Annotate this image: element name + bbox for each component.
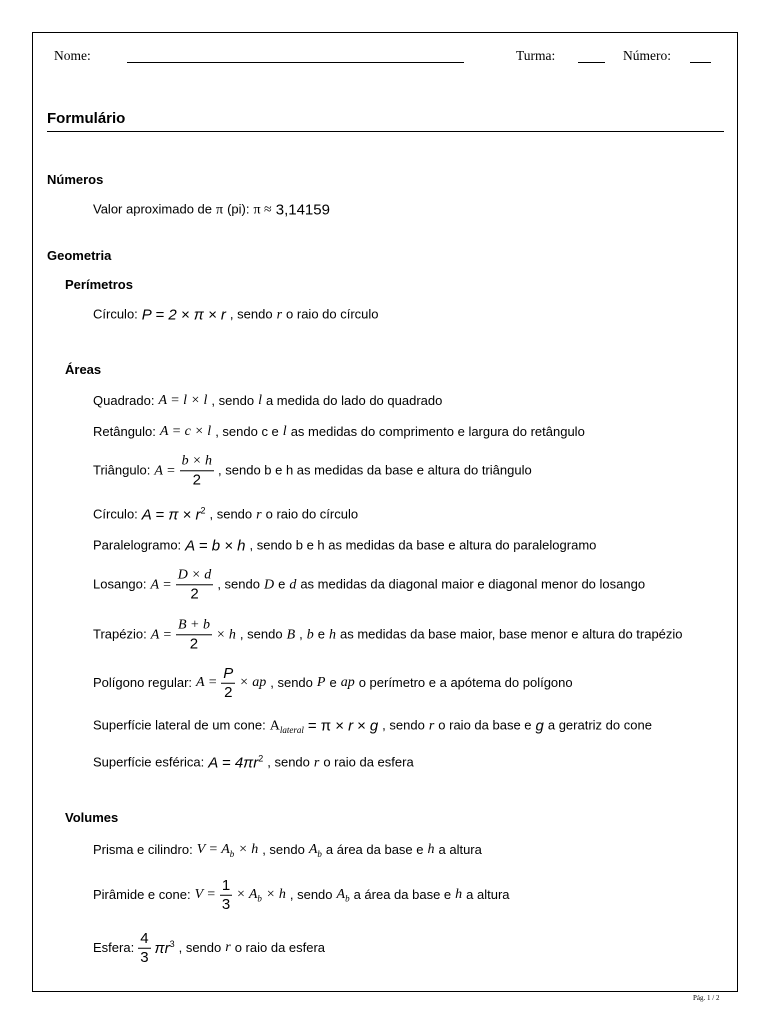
math-italic-term: V = bbox=[194, 886, 216, 902]
math-italic-term: b bbox=[306, 626, 314, 642]
line-text: , sendo bbox=[270, 674, 313, 690]
line-text: Quadrado: bbox=[93, 392, 155, 408]
formula-token bbox=[354, 888, 452, 903]
math-italic-term: V = A bbox=[196, 841, 230, 857]
fraction-denominator bbox=[191, 471, 203, 488]
math-italic-term: r bbox=[256, 506, 262, 522]
formula-token bbox=[93, 676, 192, 691]
formula-token bbox=[178, 568, 212, 583]
formula-token bbox=[289, 577, 296, 593]
formula-token bbox=[193, 472, 201, 488]
formula-token bbox=[223, 666, 233, 682]
formula-token bbox=[142, 306, 226, 323]
math-variable: P = 2 × π × r bbox=[141, 306, 226, 324]
formula-token bbox=[140, 931, 148, 947]
formula-token bbox=[93, 308, 138, 323]
math-term: 2 bbox=[224, 683, 233, 701]
formula-token bbox=[93, 756, 204, 771]
formula-token bbox=[309, 842, 322, 858]
math-variable: A = π × r bbox=[141, 506, 201, 524]
math-italic-term: A = bbox=[150, 626, 172, 642]
formula-token bbox=[222, 878, 230, 894]
formula-token bbox=[318, 628, 325, 643]
formula-token bbox=[155, 939, 175, 956]
formula-token bbox=[158, 393, 207, 409]
fraction-numerator bbox=[221, 666, 235, 684]
formula-token bbox=[151, 577, 172, 593]
math-italic-term: h bbox=[329, 626, 336, 642]
subscript: lateral bbox=[279, 724, 304, 735]
formula-token bbox=[218, 464, 532, 479]
subscript: b bbox=[345, 893, 350, 904]
page-title: Formulário bbox=[47, 110, 126, 127]
formula-token bbox=[466, 888, 509, 903]
math-italic-term: B bbox=[286, 626, 296, 642]
math-variable: g bbox=[535, 717, 544, 735]
formula-token bbox=[236, 887, 262, 903]
formula-token bbox=[93, 394, 154, 409]
formula-token bbox=[382, 719, 425, 734]
line-text: Paralelogramo: bbox=[93, 537, 182, 553]
formula-token bbox=[429, 718, 434, 734]
area-regular-polygon-formula bbox=[93, 666, 573, 701]
formula-token bbox=[210, 508, 253, 523]
formula-token bbox=[329, 627, 336, 643]
formula-token bbox=[93, 719, 266, 734]
formula-token bbox=[290, 888, 333, 903]
formula-token bbox=[266, 887, 286, 903]
formula-token bbox=[216, 202, 223, 218]
formula-token bbox=[262, 843, 305, 858]
formula-token bbox=[208, 754, 263, 771]
line-text: Círculo: bbox=[93, 306, 138, 322]
formula-token bbox=[300, 578, 645, 593]
number-blank-line bbox=[690, 62, 711, 63]
math-variable: r bbox=[348, 717, 354, 735]
line-text: as medidas da diagonal maior e diagonal menor do losango bbox=[300, 576, 646, 592]
fraction bbox=[176, 568, 214, 601]
math-italic-term: A = l × l bbox=[158, 392, 208, 408]
perimeter-circle-formula bbox=[93, 306, 379, 323]
formula-token bbox=[276, 201, 330, 218]
formula-token bbox=[277, 307, 282, 323]
subscript: b bbox=[229, 848, 235, 859]
line-text: , sendo bbox=[209, 506, 253, 522]
formula-token bbox=[93, 508, 138, 523]
math-term: × bbox=[357, 717, 366, 735]
line-text: o raio do círculo bbox=[265, 506, 359, 522]
fraction-denominator bbox=[220, 896, 232, 913]
subsection-heading-areas: Áreas bbox=[65, 362, 102, 378]
formula-token bbox=[323, 756, 413, 771]
line-text: Triângulo: bbox=[93, 462, 151, 478]
formula-token bbox=[258, 393, 262, 409]
formula-token bbox=[217, 578, 260, 593]
math-italic-term: × h bbox=[215, 626, 236, 642]
area-rhombus-formula bbox=[93, 568, 645, 601]
line-text: , sendo bbox=[229, 306, 273, 322]
formula-token bbox=[270, 718, 304, 734]
name-blank-line bbox=[127, 62, 464, 63]
formula-token bbox=[329, 676, 336, 691]
formula-token bbox=[93, 888, 191, 903]
math-italic-term: A bbox=[308, 841, 318, 857]
line-text: a medida do lado do quadrado bbox=[265, 392, 443, 408]
line-text: , sendo b e h as medidas da base e altura do paralelogramo bbox=[249, 537, 597, 553]
math-symbol: π bbox=[216, 201, 224, 217]
formula-token bbox=[307, 627, 314, 643]
math-italic-term: r bbox=[225, 939, 231, 955]
line-text: Esfera: bbox=[93, 939, 135, 955]
area-square-formula bbox=[93, 393, 442, 409]
area-rectangle-formula bbox=[93, 424, 585, 440]
formula-token bbox=[439, 843, 482, 858]
math-term: 3 bbox=[140, 948, 149, 966]
formula-token bbox=[197, 842, 235, 858]
formula-token bbox=[266, 508, 359, 523]
formula-token bbox=[182, 454, 212, 469]
math-symbol: π ≈ bbox=[253, 201, 272, 217]
formula-token bbox=[249, 539, 596, 554]
line-text: , sendo b e h as medidas da base e altura do triângulo bbox=[218, 462, 532, 478]
formula-token bbox=[438, 719, 531, 734]
line-text: , sendo bbox=[217, 576, 260, 592]
formula-token bbox=[227, 203, 249, 218]
math-term: 2 bbox=[190, 584, 199, 602]
formula-token bbox=[287, 627, 296, 643]
math-variable: A = b × h bbox=[185, 537, 246, 555]
formula-token bbox=[93, 425, 156, 440]
subsection-heading-volumes: Volumes bbox=[65, 810, 119, 826]
math-italic-term: P bbox=[316, 674, 326, 690]
formula-token bbox=[93, 843, 193, 858]
line-text: a altura bbox=[438, 841, 482, 857]
math-term: 1 bbox=[221, 876, 231, 894]
formula-token bbox=[270, 676, 313, 691]
subscript: b bbox=[317, 848, 322, 859]
fraction-denominator bbox=[222, 684, 234, 701]
formula-token bbox=[359, 676, 573, 691]
line-text: Superfície lateral de um cone: bbox=[93, 717, 266, 733]
line-text: Superfície esférica: bbox=[93, 754, 205, 770]
math-italic-term: h bbox=[427, 841, 435, 857]
line-text: , sendo bbox=[211, 392, 255, 408]
formula-token bbox=[240, 628, 283, 643]
formula-token bbox=[348, 717, 353, 734]
formula-token bbox=[253, 202, 271, 218]
formula-token bbox=[239, 675, 266, 691]
formula-token bbox=[93, 941, 134, 956]
line-text: , sendo bbox=[289, 886, 333, 902]
math-symbol: A bbox=[269, 717, 280, 733]
subsection-heading-perimeters: Perímetros bbox=[65, 277, 133, 293]
formula-token bbox=[235, 941, 325, 956]
formula-token bbox=[179, 941, 222, 956]
line-text: Polígono regular: bbox=[93, 674, 193, 690]
formula-token bbox=[142, 506, 206, 523]
math-variable: P bbox=[223, 664, 234, 682]
line-text: , sendo bbox=[382, 717, 425, 733]
line-text: e bbox=[329, 674, 337, 690]
math-variable: A = 4πr bbox=[208, 754, 259, 772]
math-italic-term: A = bbox=[154, 462, 176, 478]
line-text: a área da base e bbox=[353, 886, 452, 902]
math-italic-term: r bbox=[313, 754, 320, 770]
line-text: o raio da esfera bbox=[234, 939, 326, 955]
line-text: (pi): bbox=[227, 201, 250, 217]
formula-token bbox=[215, 425, 279, 440]
math-variable: πr bbox=[154, 939, 170, 957]
math-italic-term: × h bbox=[238, 841, 259, 857]
math-italic-term: × h bbox=[265, 886, 286, 902]
math-italic-term: A = c × l bbox=[159, 423, 212, 439]
pi-approximation-line bbox=[93, 201, 330, 218]
formula-token bbox=[190, 636, 198, 652]
formula-token bbox=[357, 717, 366, 734]
formula-token bbox=[317, 675, 326, 691]
math-italic-term: × A bbox=[236, 886, 258, 902]
formula-token bbox=[154, 463, 175, 479]
fraction-denominator bbox=[138, 949, 150, 966]
formula-token bbox=[308, 717, 344, 734]
formula-token bbox=[93, 578, 147, 593]
formula-token bbox=[151, 627, 172, 643]
formula-token bbox=[222, 897, 230, 913]
name-label: Nome: bbox=[54, 47, 91, 63]
math-term: 4 bbox=[140, 929, 149, 947]
section-heading-numbers: Números bbox=[47, 172, 104, 188]
line-text: , bbox=[299, 626, 303, 642]
line-text: a geratriz do cone bbox=[547, 717, 652, 733]
line-text: , sendo bbox=[178, 939, 222, 955]
math-term: 3 bbox=[221, 895, 231, 913]
line-text: e bbox=[317, 626, 325, 642]
formula-token bbox=[548, 719, 652, 734]
formula-token bbox=[93, 539, 181, 554]
math-italic-term: r bbox=[428, 717, 435, 733]
math-italic-term: B + b bbox=[177, 617, 210, 633]
formula-token bbox=[286, 308, 379, 323]
math-italic-term: l bbox=[282, 423, 287, 439]
math-term: = π × bbox=[307, 717, 345, 735]
math-variable: g bbox=[369, 717, 379, 735]
line-text: Prisma e cilindro: bbox=[93, 841, 193, 857]
section-heading-geometry: Geometria bbox=[47, 248, 112, 264]
spherical-surface-formula bbox=[93, 754, 414, 771]
line-text: Valor aproximado de bbox=[93, 201, 212, 217]
formula-token bbox=[256, 507, 261, 523]
formula-token bbox=[225, 940, 230, 956]
math-italic-term: A = bbox=[150, 576, 172, 592]
formula-token bbox=[266, 394, 442, 409]
line-text: o perímetro e a apótema do polígono bbox=[358, 674, 573, 690]
number-label: Número: bbox=[623, 47, 671, 63]
volume-prism-cylinder-formula bbox=[93, 842, 482, 858]
line-text: o raio do círculo bbox=[286, 306, 379, 322]
formula-token bbox=[190, 586, 198, 602]
fraction bbox=[176, 618, 212, 651]
formula-token bbox=[536, 717, 544, 734]
formula-token bbox=[185, 537, 245, 554]
math-italic-term: r bbox=[276, 306, 283, 322]
fraction bbox=[221, 666, 235, 701]
formula-token bbox=[370, 717, 378, 734]
formula-token bbox=[211, 394, 254, 409]
math-italic-term: × ap bbox=[239, 674, 267, 690]
math-italic-term: d bbox=[289, 576, 297, 592]
area-trapezoid-formula bbox=[93, 618, 683, 651]
line-text: Retângulo: bbox=[93, 423, 156, 439]
fraction-numerator bbox=[176, 618, 212, 635]
formula-token bbox=[238, 842, 258, 858]
math-italic-term: A bbox=[336, 886, 346, 902]
fraction-numerator bbox=[220, 878, 232, 896]
formula-token bbox=[337, 887, 350, 903]
fraction bbox=[180, 454, 214, 487]
formula-token bbox=[314, 755, 319, 771]
line-text: Pirâmide e cone: bbox=[93, 886, 191, 902]
formula-token bbox=[341, 675, 355, 691]
formula-token bbox=[291, 425, 585, 440]
formula-token bbox=[283, 424, 287, 440]
superscript: 2 bbox=[200, 505, 206, 516]
formula-token bbox=[178, 618, 210, 633]
volume-pyramid-cone-formula bbox=[93, 878, 510, 913]
formula-token bbox=[340, 628, 683, 643]
formula-token bbox=[299, 628, 303, 643]
formula-token bbox=[230, 308, 273, 323]
area-circle-formula bbox=[93, 506, 358, 523]
line-text: o raio da esfera bbox=[323, 754, 414, 770]
class-blank-line bbox=[578, 62, 605, 63]
fraction-numerator bbox=[176, 568, 214, 585]
line-text: o raio da base e bbox=[438, 717, 532, 733]
line-text: as medidas do comprimento e largura do retângulo bbox=[290, 423, 585, 439]
math-term: 2 bbox=[192, 470, 201, 488]
math-italic-term: l bbox=[258, 392, 262, 408]
formula-token bbox=[216, 627, 236, 643]
fraction-numerator bbox=[180, 454, 214, 471]
area-parallelogram-formula bbox=[93, 537, 596, 554]
math-italic-term: b × h bbox=[181, 453, 213, 469]
line-text: , sendo c e bbox=[215, 423, 279, 439]
math-italic-term: h bbox=[455, 886, 463, 902]
page-number: Pág. 1 / 2 bbox=[693, 993, 720, 1002]
area-triangle-formula bbox=[93, 454, 532, 487]
fraction-denominator bbox=[188, 585, 200, 602]
cone-lateral-surface-formula bbox=[93, 717, 652, 734]
line-text: a área da base e bbox=[325, 841, 424, 857]
formula-token bbox=[196, 675, 217, 691]
formula-token bbox=[278, 578, 285, 593]
math-italic-term: D × d bbox=[177, 567, 212, 583]
title-divider bbox=[47, 131, 724, 132]
formula-token bbox=[224, 685, 232, 701]
math-italic-term: D bbox=[263, 576, 275, 592]
class-label: Turma: bbox=[516, 47, 556, 63]
formula-token bbox=[93, 628, 147, 643]
superscript: 2 bbox=[258, 753, 264, 764]
formula-token bbox=[140, 950, 148, 966]
fraction-denominator bbox=[188, 635, 200, 652]
formula-token bbox=[455, 887, 462, 903]
math-italic-term: A = bbox=[196, 674, 218, 690]
subscript: b bbox=[257, 893, 262, 904]
formula-token bbox=[160, 424, 211, 440]
formula-token bbox=[264, 577, 274, 593]
line-text: Losango: bbox=[93, 576, 147, 592]
line-text: e bbox=[278, 576, 286, 592]
fraction bbox=[138, 931, 150, 966]
formula-token bbox=[93, 203, 212, 218]
line-text: Círculo: bbox=[93, 506, 138, 522]
volume-sphere-formula bbox=[93, 931, 325, 966]
formula-token bbox=[267, 756, 310, 771]
superscript: 3 bbox=[169, 938, 175, 949]
line-text: a altura bbox=[466, 886, 510, 902]
line-text: Trapézio: bbox=[93, 626, 147, 642]
formula-token bbox=[195, 887, 216, 903]
math-term: 2 bbox=[189, 634, 199, 652]
formula-token bbox=[428, 842, 435, 858]
line-text: , sendo bbox=[239, 626, 283, 642]
line-text: , sendo bbox=[262, 841, 305, 857]
line-text: , sendo bbox=[267, 754, 310, 770]
formula-token bbox=[326, 843, 424, 858]
fraction bbox=[220, 878, 232, 913]
math-italic-term: ap bbox=[340, 674, 355, 690]
math-term: 3,14159 bbox=[275, 201, 330, 219]
line-text: as medidas da base maior, base menor e altura do trapézio bbox=[340, 626, 683, 642]
formula-token bbox=[93, 464, 150, 479]
fraction-numerator bbox=[138, 931, 150, 949]
